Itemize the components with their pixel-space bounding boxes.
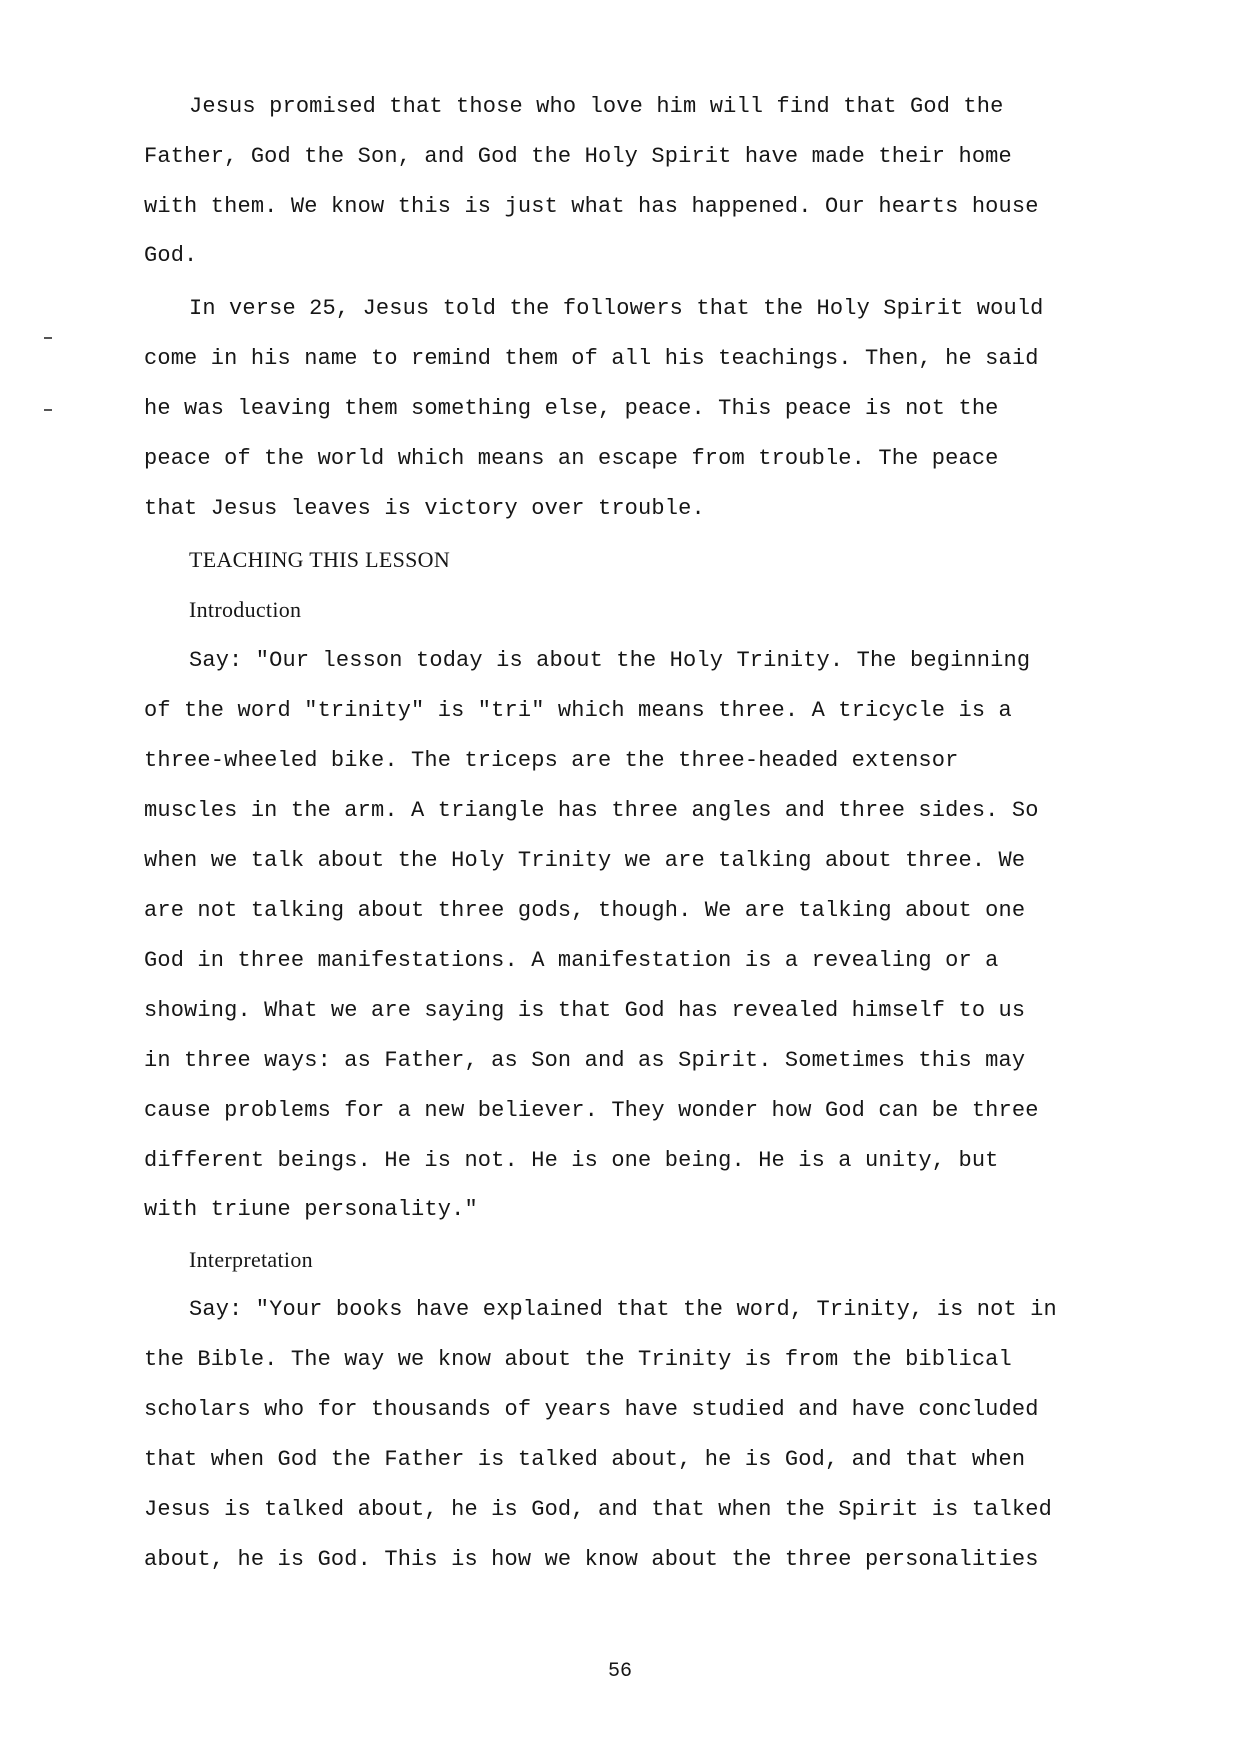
text-line: when we talk about the Holy Trinity we are talking about three. We xyxy=(144,848,1026,873)
text-line: with them. We know this is just what has happened. Our hearts house xyxy=(144,194,1039,219)
text-line: that Jesus leaves is victory over trouble. xyxy=(144,496,705,521)
text-line: are not talking about three gods, though. We are talking about one xyxy=(144,898,1026,923)
text-line: in three ways: as Father, as Son and as Spirit. Sometimes this may xyxy=(144,1048,1026,1073)
text-line: God in three manifestations. A manifestation is a revealing or a xyxy=(144,948,999,973)
text-line: scholars who for thousands of years have studied and have concluded xyxy=(144,1397,1039,1422)
text-line: that when God the Father is talked about, he is God, and that when xyxy=(144,1447,1026,1472)
text-line: he was leaving them something else, peace. This peace is not the xyxy=(144,396,999,421)
subsection-heading: Introduction xyxy=(189,597,302,622)
text-line: muscles in the arm. A triangle has three angles and three sides. So xyxy=(144,798,1039,823)
text-line: Father, God the Son, and God the Holy Spirit have made their home xyxy=(144,144,1012,169)
section-heading: TEACHING THIS LESSON xyxy=(189,547,451,572)
text-line: Say: "Your books have explained that the word, Trinity, is not in xyxy=(189,1297,1057,1322)
text-line: peace of the world which means an escape from trouble. The peace xyxy=(144,446,999,471)
text-line: Jesus promised that those who love him will find that God the xyxy=(189,94,1004,119)
text-line: three-wheeled bike. The triceps are the three-headed extensor xyxy=(144,748,959,773)
margin-mark xyxy=(44,337,52,339)
text-line: showing. What we are saying is that God has revealed himself to us xyxy=(144,998,1026,1023)
text-line: about, he is God. This is how we know about the three personalities xyxy=(144,1547,1039,1572)
text-line: God. xyxy=(144,243,198,268)
text-line: of the word "trinity" is "tri" which means three. A tricycle is a xyxy=(144,698,1012,723)
text-line: come in his name to remind them of all his teachings. Then, he said xyxy=(144,346,1039,371)
text-line: different beings. He is not. He is one being. He is a unity, but xyxy=(144,1148,999,1173)
page-number: 56 xyxy=(607,1660,632,1683)
text-line: the Bible. The way we know about the Trinity is from the biblical xyxy=(144,1347,1012,1372)
text-line: cause problems for a new believer. They wonder how God can be three xyxy=(144,1098,1039,1123)
text-line: with triune personality." xyxy=(144,1197,478,1222)
margin-mark xyxy=(44,409,52,411)
text-line: Jesus is talked about, he is God, and that when the Spirit is talked xyxy=(144,1497,1052,1522)
text-line: Say: "Our lesson today is about the Holy Trinity. The beginning xyxy=(189,648,1031,673)
subsection-heading: Interpretation xyxy=(189,1247,313,1272)
text-line: In verse 25, Jesus told the followers that the Holy Spirit would xyxy=(189,296,1044,321)
